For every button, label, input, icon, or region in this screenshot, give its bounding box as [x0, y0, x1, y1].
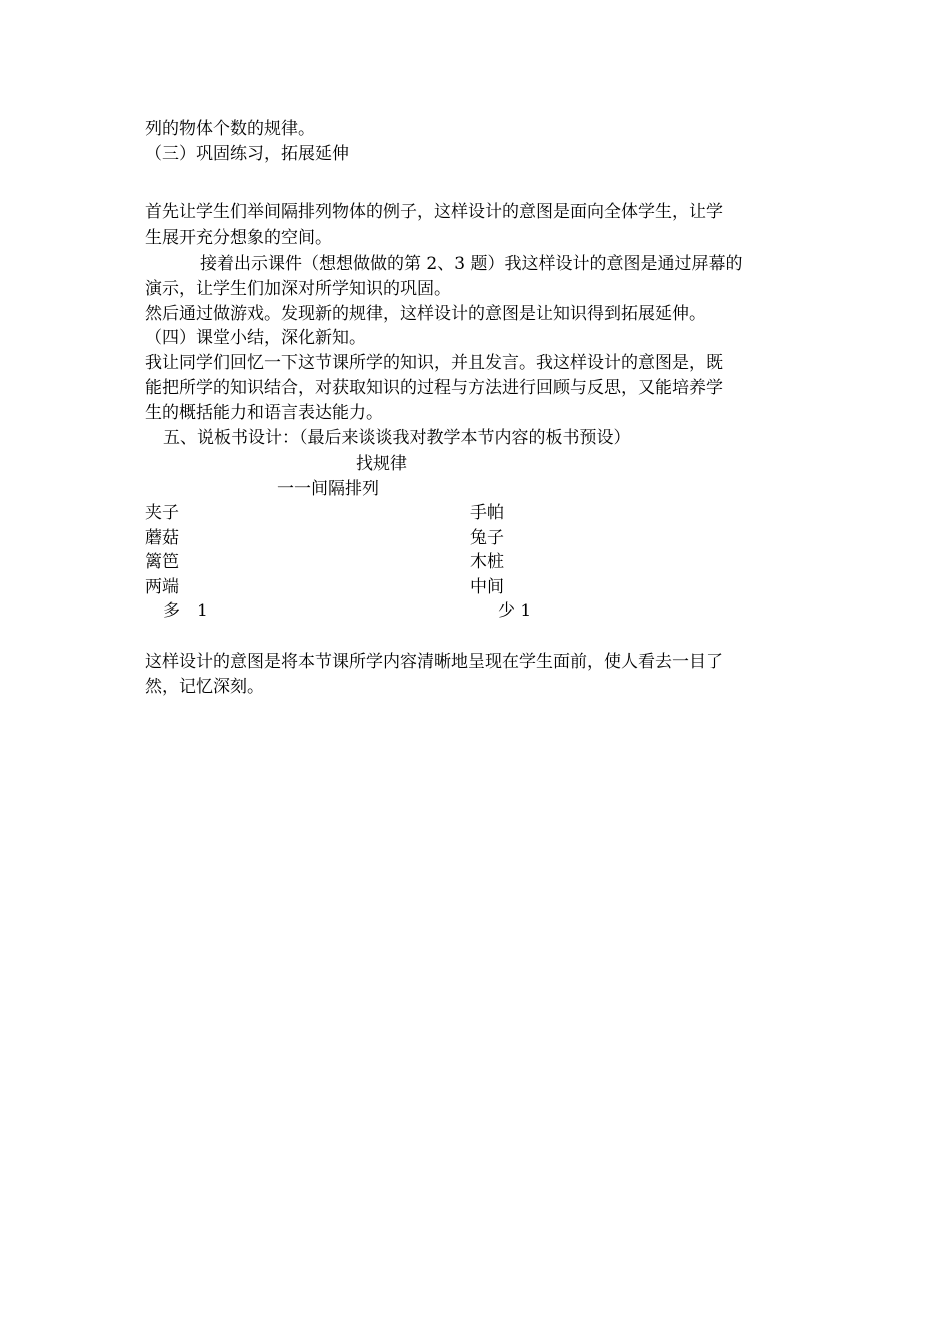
board-right-item: 手帕 [470, 503, 504, 523]
section-heading: 五、说板书设计：（最后来谈谈我对教学本节内容的板书预设） [163, 428, 631, 448]
board-subtitle: 一一间隔排列 [277, 479, 379, 499]
board-left-summary: 多 1 [163, 601, 208, 621]
board-right-summary: 少 1 [498, 601, 532, 621]
section-heading: （三）巩固练习，拓展延伸 [145, 144, 349, 164]
board-left-item: 两端 [145, 577, 179, 597]
board-right-item: 兔子 [470, 528, 504, 548]
text-line: 接着出示课件（想想做做的第 2、3 题）我这样设计的意图是通过屏幕的 [200, 254, 743, 274]
section-heading: （四）课堂小结，深化新知。 [145, 328, 366, 348]
text-line: 首先让学生们举间隔排列物体的例子，这样设计的意图是面向全体学生，让学 [145, 202, 723, 222]
text-line: 生展开充分想象的空间。 [145, 228, 332, 248]
board-right-item: 木桩 [470, 552, 504, 572]
text-line: 生的概括能力和语言表达能力。 [145, 403, 383, 423]
text-line: 然后通过做游戏。发现新的规律，这样设计的意图是让知识得到拓展延伸。 [145, 304, 706, 324]
text-line: 这样设计的意图是将本节课所学内容清晰地呈现在学生面前，使人看去一目了 [145, 652, 723, 672]
board-left-item: 蘑菇 [145, 528, 179, 548]
board-right-item: 中间 [470, 577, 504, 597]
text-line: 演示，让学生们加深对所学知识的巩固。 [145, 279, 451, 299]
text-line: 能把所学的知识结合，对获取知识的过程与方法进行回顾与反思，又能培养学 [145, 378, 723, 398]
text-line: 列的物体个数的规律。 [145, 119, 315, 139]
board-left-item: 篱笆 [145, 552, 179, 572]
board-title: 找规律 [356, 454, 407, 474]
board-left-item: 夹子 [145, 503, 179, 523]
text-line: 我让同学们回忆一下这节课所学的知识，并且发言。我这样设计的意图是，既 [145, 353, 723, 373]
text-line: 然，记忆深刻。 [145, 677, 264, 697]
